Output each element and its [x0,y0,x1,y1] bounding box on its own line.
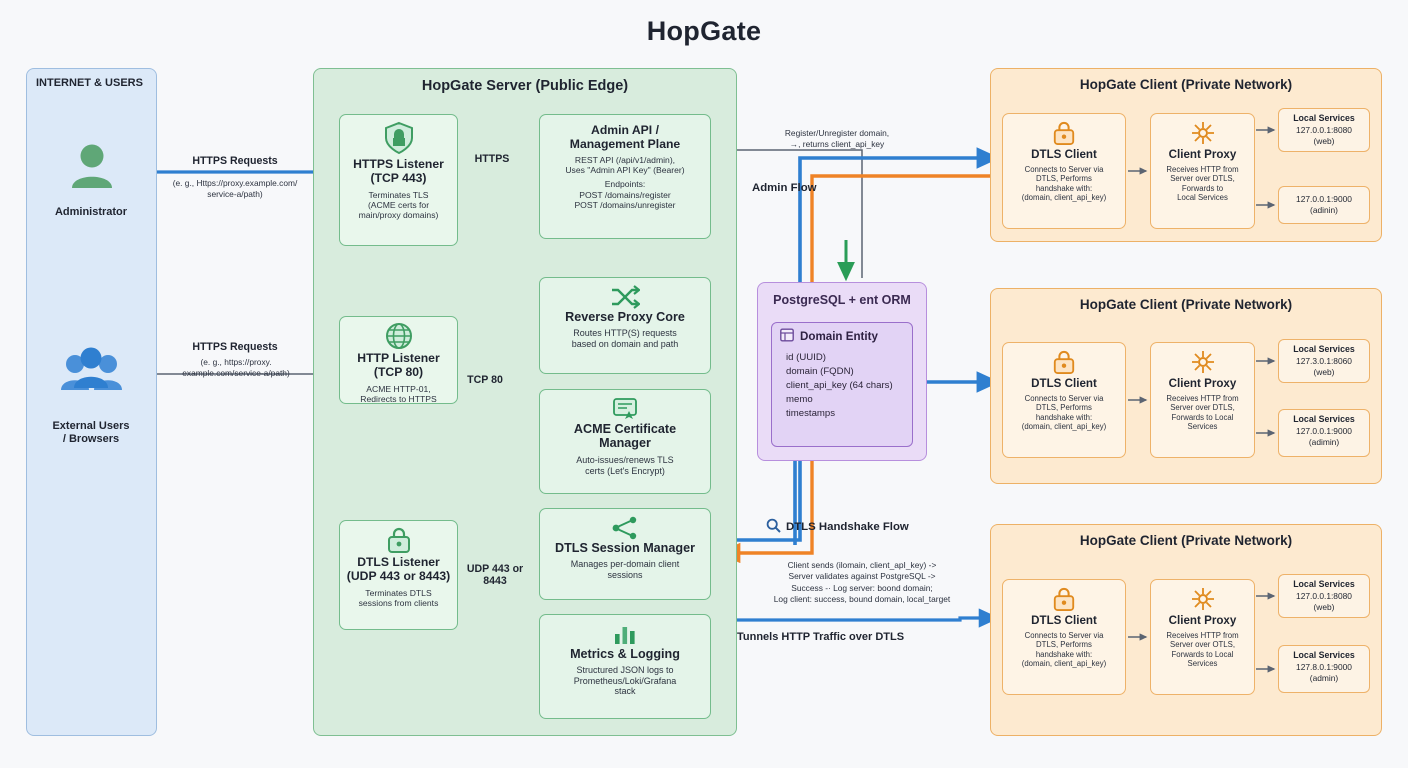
network-icon [1157,586,1248,612]
metrics-logging-box[interactable] [539,614,711,719]
edge-label-tcp80: TCP 80 [467,374,503,386]
client-1-proxy-title: Client Proxy [1168,148,1237,161]
edge-sub-users-https: (e. g., https://proxy. example.com/service-a/path) [182,357,290,378]
lock-icon [1009,349,1119,375]
https-listener-sub: Terminates TLS (ACME certs for main/proxy domains) [358,189,439,221]
certificate-icon [546,396,704,422]
dtls-listener-box[interactable] [339,520,458,630]
entity-field: client_api_key (64 chars) [786,379,893,391]
admin-api-sub: REST API (/api/v1/admin), Uses "Admin API Key" (Bearer) Endpoints: POST /domains/register POST /domains/unregister [565,154,685,211]
client-2-local-service-2[interactable]: Local Services 127.0.0.1:9000 (adimin) [1278,409,1370,457]
zone-database-title: PostgreSQL + ent ORM [773,293,911,307]
client-1-client-proxy-box[interactable] [1150,113,1255,229]
admin-api-title: Admin API / Management Plane [569,123,681,152]
http-listener-sub: ACME HTTP-01, Redirects to HTTPS [360,383,437,405]
bar-chart-icon [546,621,704,647]
http-listener-title: HTTP Listener (TCP 80) [357,351,440,380]
network-icon [1157,349,1248,375]
client-2-dtls-sub: Connects to Server via DTLS, Performs handshake with: (domain, client_api_key) [1021,393,1107,432]
dtls-listener-sub: Terminates DTLS sessions from clients [358,587,439,609]
zone-server-title: HopGate Server (Public Edge) [421,78,629,94]
globe-icon [346,323,451,349]
label-admin-flow: Admin Flow [752,182,817,194]
entity-field: id (UUID) [786,352,826,363]
actor-external-users-label: External Users / Browsers [52,420,130,446]
zone-client-2-title: HopGate Client (Private Network) [1079,297,1293,312]
dtls-listener-title: DTLS Listener (UDP 443 or 8443) [346,555,451,584]
metrics-logging-sub: Structured JSON logs to Prometheus/Loki/Grafana stack [573,664,677,697]
entity-field: timestamps [786,407,836,419]
reverse-proxy-box[interactable] [539,277,711,374]
edge-label-users-https: HTTPS Requests [192,341,278,353]
actor-administrator-label: Administrator [54,206,128,218]
domain-entity-title: Domain Entity [800,330,878,343]
client-3-proxy-sub: Receives HTTP from Server over OTLS, Forwards to Local Services [1166,630,1239,669]
admin-api-box[interactable] [539,114,711,239]
shield-icon [346,121,451,155]
entity-field: domain (FQDN) [786,365,854,377]
metrics-logging-title: Metrics & Logging [570,647,680,661]
edge-label-udp: UDP 443 or 8443 [466,563,524,587]
client-2-client-proxy-box[interactable] [1150,342,1255,458]
lock-icon [1009,586,1119,612]
client-1-dtls-client-box[interactable] [1002,113,1126,229]
client-2-local-service-1[interactable]: Local Services 127.3.0.1:8060 (web) [1278,339,1370,383]
dtls-session-manager-box[interactable] [539,508,711,600]
acme-manager-box[interactable] [539,389,711,494]
zone-client-3-title: HopGate Client (Private Network) [1079,533,1293,548]
dtls-session-manager-title: DTLS Session Manager [555,541,695,555]
domain-entity-box[interactable] [771,322,913,447]
magnifier-icon [766,518,781,536]
client-1-dtls-title: DTLS Client [1031,148,1097,161]
client-2-dtls-client-box[interactable] [1002,342,1126,458]
acme-manager-title: ACME Certificate Manager [573,422,677,451]
label-dtls-handshake-flow: DTLS Handshake Flow [766,518,909,536]
client-3-client-proxy-box[interactable] [1150,579,1255,695]
client-3-local-service-1[interactable]: Local Services 127.0.0.1:8080 (web) [1278,574,1370,618]
client-1-proxy-sub: Receives HTTP from Server over DTLS, Forwards to Local Services [1166,164,1239,203]
note-handshake-steps: Client sends (ilomain, client_apI_key) -> Server validates against PostgreSQL -> Success -· Log server: boond domain; Log client: success, bound domain, local_target [773,560,951,605]
users-icon [60,345,124,395]
https-listener-box[interactable] [339,114,458,246]
table-icon [780,328,794,345]
note-register-domain: Register/Unregister domain, →, returns client_api_key [784,128,890,150]
share-nodes-icon [546,515,704,541]
domain-entity-fields [772,349,912,427]
edge-label-https: HTTPS [474,153,510,165]
client-2-proxy-sub: Receives HTTP from Server over DTLS, Forwards to Local Services [1166,393,1239,432]
zone-client-1-title: HopGate Client (Private Network) [1079,77,1293,92]
client-1-local-service-1[interactable]: Local Services 127.0.0.1:8080 (web) [1278,108,1370,152]
dtls-session-manager-sub: Manages per-domain client sessions [570,558,680,580]
client-3-dtls-client-box[interactable] [1002,579,1126,695]
client-3-proxy-title: Client Proxy [1168,614,1237,627]
entity-field: memo [786,393,813,405]
reverse-proxy-title: Reverse Proxy Core [565,310,685,324]
edge-sub-admin-https: (e. g., Https://proxy.example.com/ service-a/path) [172,178,298,199]
zone-internet-title: INTERNET & USERS [36,77,143,89]
network-icon [1157,120,1248,146]
domain-entity-header [772,323,912,349]
client-3-dtls-title: DTLS Client [1031,614,1097,627]
user-icon [69,142,115,190]
shuffle-icon [546,284,704,310]
client-1-local-service-2[interactable]: 127.0.0.1:9000 (adinin) [1278,186,1370,224]
https-listener-title: HTTPS Listener (TCP 443) [353,157,444,186]
lock-icon [1009,120,1119,146]
client-2-proxy-title: Client Proxy [1168,377,1237,390]
client-1-dtls-sub: Connects to Server via DTLS, Performs handshake with: (domain, client_api_key) [1021,164,1107,203]
reverse-proxy-sub: Routes HTTP(S) requests based on domain and path [571,327,679,349]
http-listener-box[interactable] [339,316,458,404]
client-3-local-service-2[interactable]: Local Services 127.8.0.1:9000 (admin) [1278,645,1370,693]
acme-manager-sub: Auto-issues/renews TLS certs (Let's Encrypt) [576,454,674,476]
client-3-dtls-sub: Connects to Server via DTLS, Performs handshake with: (domain, client_api_key) [1021,630,1107,669]
page-title: HopGate [646,16,762,46]
label-tunnel-http: Tunnels HTTP Traffic over DTLS [737,631,905,643]
lock-icon [346,527,451,553]
edge-label-admin-https: HTTPS Requests [192,155,278,167]
client-2-dtls-title: DTLS Client [1031,377,1097,390]
